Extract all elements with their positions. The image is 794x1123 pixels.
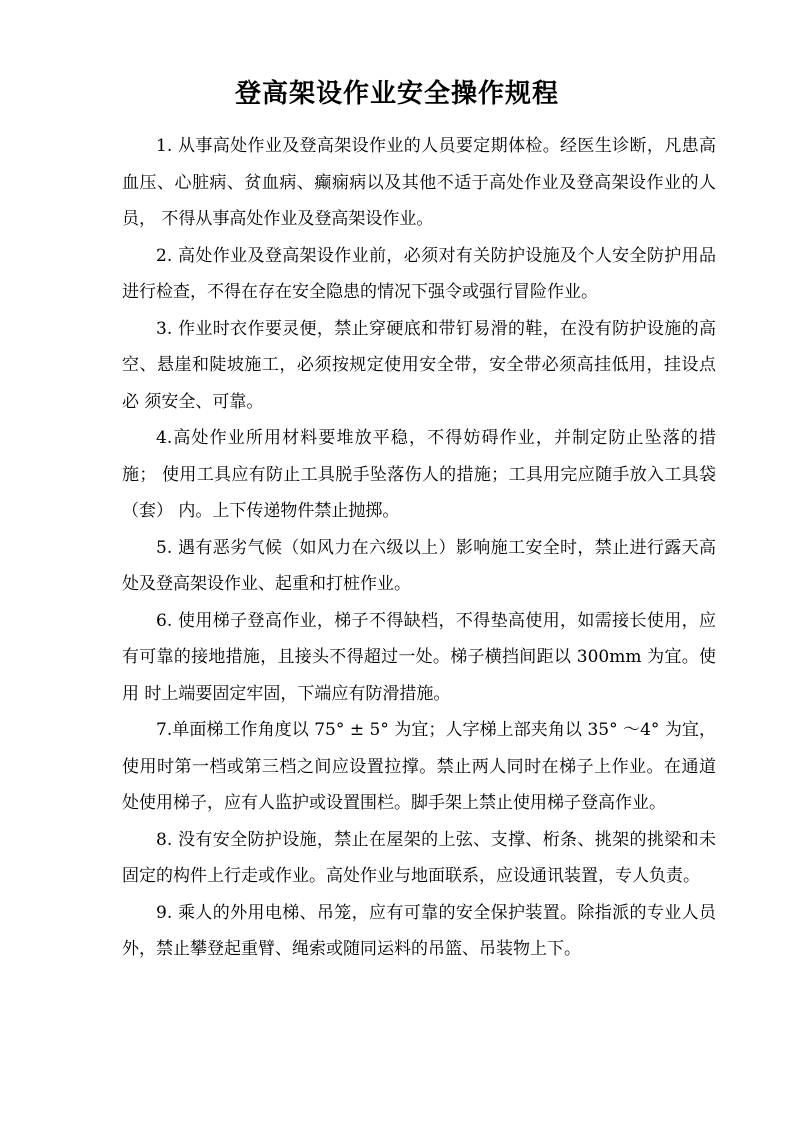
paragraph-4: 4.高处作业所用材料要堆放平稳，不得妨碍作业，并制定防止坠落的措施； 使用工具应有防止工具脱手坠落伤人的措施；工具用完应随手放入工具袋（套） 内。上下传递物件禁止抛掷。	[122, 428, 716, 521]
paragraph-3: 3. 作业时衣作要灵便，禁止穿硬底和带钉易滑的鞋，在没有防护设施的高空、悬崖和陡坡施工，必须按规定使用安全带，安全带必须高挂低用，挂设点必 须安全、可靠。	[122, 318, 716, 412]
paragraph-2: 2. 高处作业及登高架设作业前，必须对有关防护设施及个人安全防护用品 进行检查，不得在存在安全隐患的情况下强令或强行冒险作业。	[122, 245, 716, 302]
paragraph-5: 5. 遇有恶劣气候（如风力在六级以上）影响施工安全时，禁止进行露天高 处及登高架设作业、起重和打桩作业。	[122, 537, 716, 594]
paragraph-8: 8. 没有安全防护设施，禁止在屋架的上弦、支撑、桁条、挑架的挑梁和未固定的构件上行走或作业。高处作业与地面联系，应设通讯装置，专人负责。	[122, 829, 716, 886]
document-body	[122, 128, 716, 968]
paragraph-6: 6. 使用梯子登高作业，梯子不得缺档，不得垫高使用，如需接长使用，应有可靠的接地措施，且接头不得超过一处。梯子横挡间距以 300mm 为宜。使用 时上端要固定牢固，下端应有防滑措施。	[122, 610, 716, 704]
document-title: 登高架设作业安全操作规程	[234, 79, 559, 109]
paragraph-7: 7.单面梯工作角度以 75° ± 5° 为宜；人字梯上部夹角以 35° ～4° 为宜，使用时第一档或第三档之间应设置拉撑。禁止两人同时在梯子上作业。在通道处使用梯子，应有人监护或设置围栏。脚手架上禁止使用梯子登高作业。	[122, 720, 716, 813]
paragraph-1: 1. 从事高处作业及登高架设作业的人员要定期体检。经医生诊断，凡患高血压、心脏病、贫血病、癫痫病以及其他不适于高处作业及登高架设作业的人员， 不得从事高处作业及登高架设作业。	[122, 136, 716, 229]
paragraph-9: 9. 乘人的外用电梯、吊笼，应有可靠的安全保护装置。除指派的专业人员 外，禁止攀登起重臂、绳索或随同运料的吊篮、吊装物上下。	[122, 902, 716, 959]
